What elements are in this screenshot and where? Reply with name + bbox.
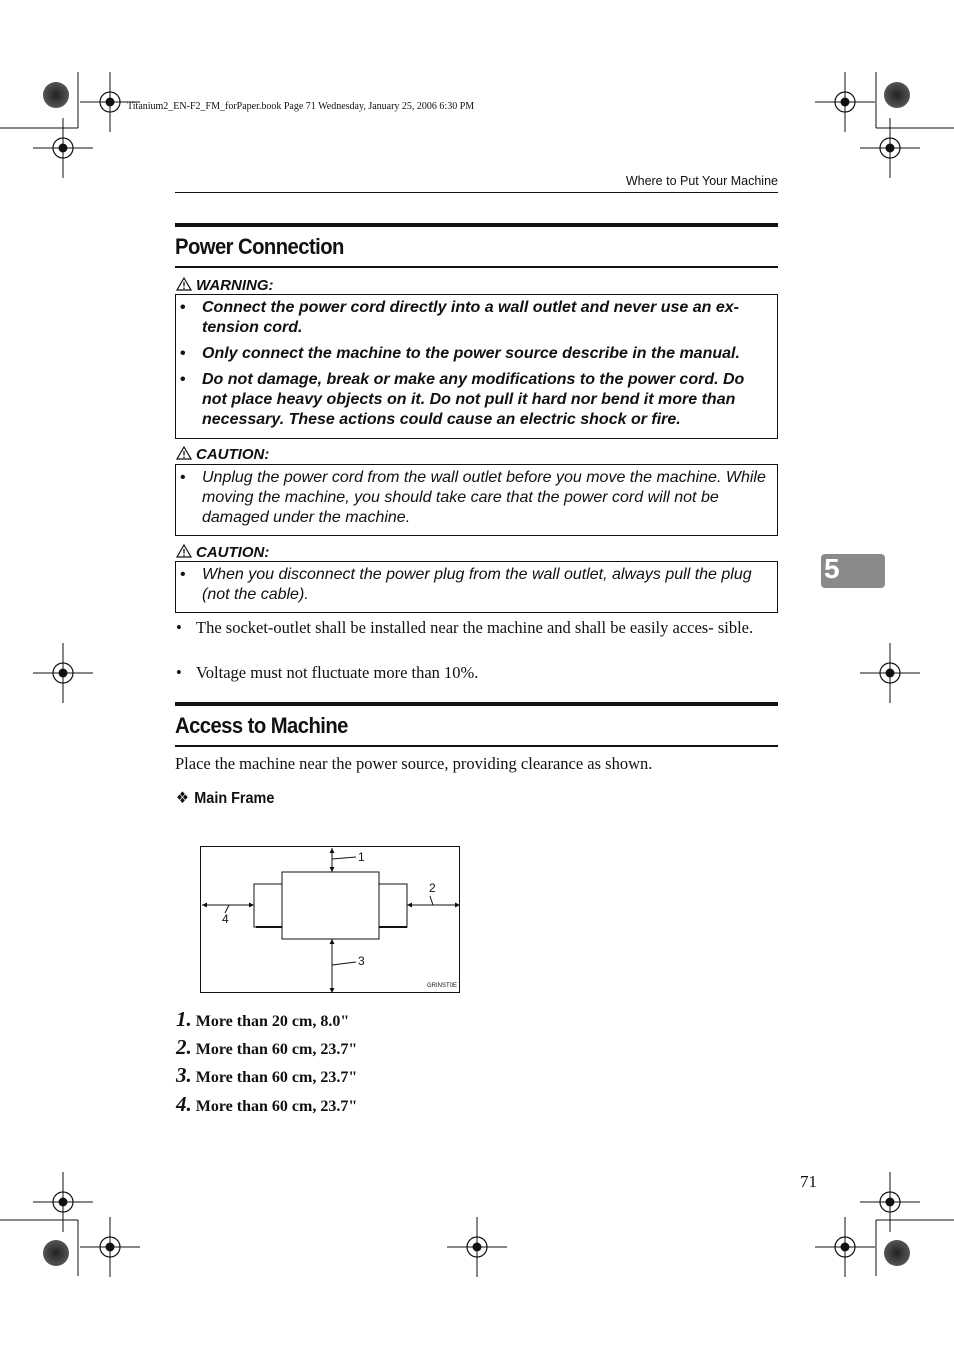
legend-item: 2. More than 60 cm, 23.7" <box>176 1035 358 1059</box>
subhead-main-frame <box>176 788 274 808</box>
caution-label: CAUTION: <box>176 544 269 561</box>
note-item: • The socket-outlet shall be installed near the machine and shall be easily acces- sible. <box>196 618 778 638</box>
legend-item: 4. More than 60 cm, 23.7" <box>176 1092 358 1116</box>
page-number: 71 <box>800 1172 817 1191</box>
section-title-power: Power Connection <box>175 234 344 259</box>
access-intro: Place the machine near the power source, providing clearance as shown. <box>175 754 653 773</box>
warning-triangle-icon <box>176 277 192 291</box>
running-header: Where to Put Your Machine <box>175 174 778 193</box>
caution-box <box>175 464 778 536</box>
warning-box <box>175 294 778 439</box>
chapter-number: 5 <box>824 553 840 584</box>
caution-label: CAUTION: <box>176 446 269 463</box>
diagram-callout-4: 4 <box>222 912 229 926</box>
caution-box <box>175 561 778 613</box>
chapter-tab <box>821 554 885 588</box>
diagram-callout-3: 3 <box>358 954 365 968</box>
warning-item: • Do not damage, break or make any modifications to the power cord. Do not place heavy objects on it. Do not pull it hard nor bend it more than necessary. These actions could cause an electric shock or fire. <box>202 370 769 430</box>
caution-triangle-icon <box>176 544 192 558</box>
section-title-access: Access to Machine <box>175 713 348 738</box>
subhead-text: Main Frame <box>194 790 275 807</box>
warning-label: WARNING: <box>176 277 274 294</box>
section-power-connection <box>175 223 778 268</box>
diagram-callout-1: 1 <box>358 850 365 864</box>
diagram-callout-2: 2 <box>429 881 436 895</box>
diamond-icon: ❖ <box>176 790 189 807</box>
caution-item: • Unplug the power cord from the wall outlet before you move the machine. While moving the machine, you should take care that the power cord will not be damaged under the machine. <box>202 468 769 528</box>
caution-triangle-icon <box>176 446 192 460</box>
section-access-to-machine <box>175 702 778 747</box>
caution-item: • When you disconnect the power plug from the wall outlet, always pull the plug (not the cable). <box>202 565 769 605</box>
note-item: • Voltage must not fluctuate more than 10%. <box>196 663 778 683</box>
print-info: Titanium2_EN-F2_FM_forPaper.book Page 71 Wednesday, January 25, 2006 6:30 PM <box>127 101 475 112</box>
legend-item: 3. More than 60 cm, 23.7" <box>176 1063 358 1087</box>
clearance-diagram-drawing <box>201 847 461 994</box>
warning-item: • Connect the power cord directly into a wall outlet and never use an ex- tension cord. <box>202 298 769 338</box>
warning-item: • Only connect the machine to the power source describe in the manual. <box>202 344 769 364</box>
legend-item: 1. More than 20 cm, 8.0" <box>176 1007 350 1031</box>
clearance-diagram <box>200 846 460 993</box>
diagram-code: GRINST0E <box>427 983 458 989</box>
